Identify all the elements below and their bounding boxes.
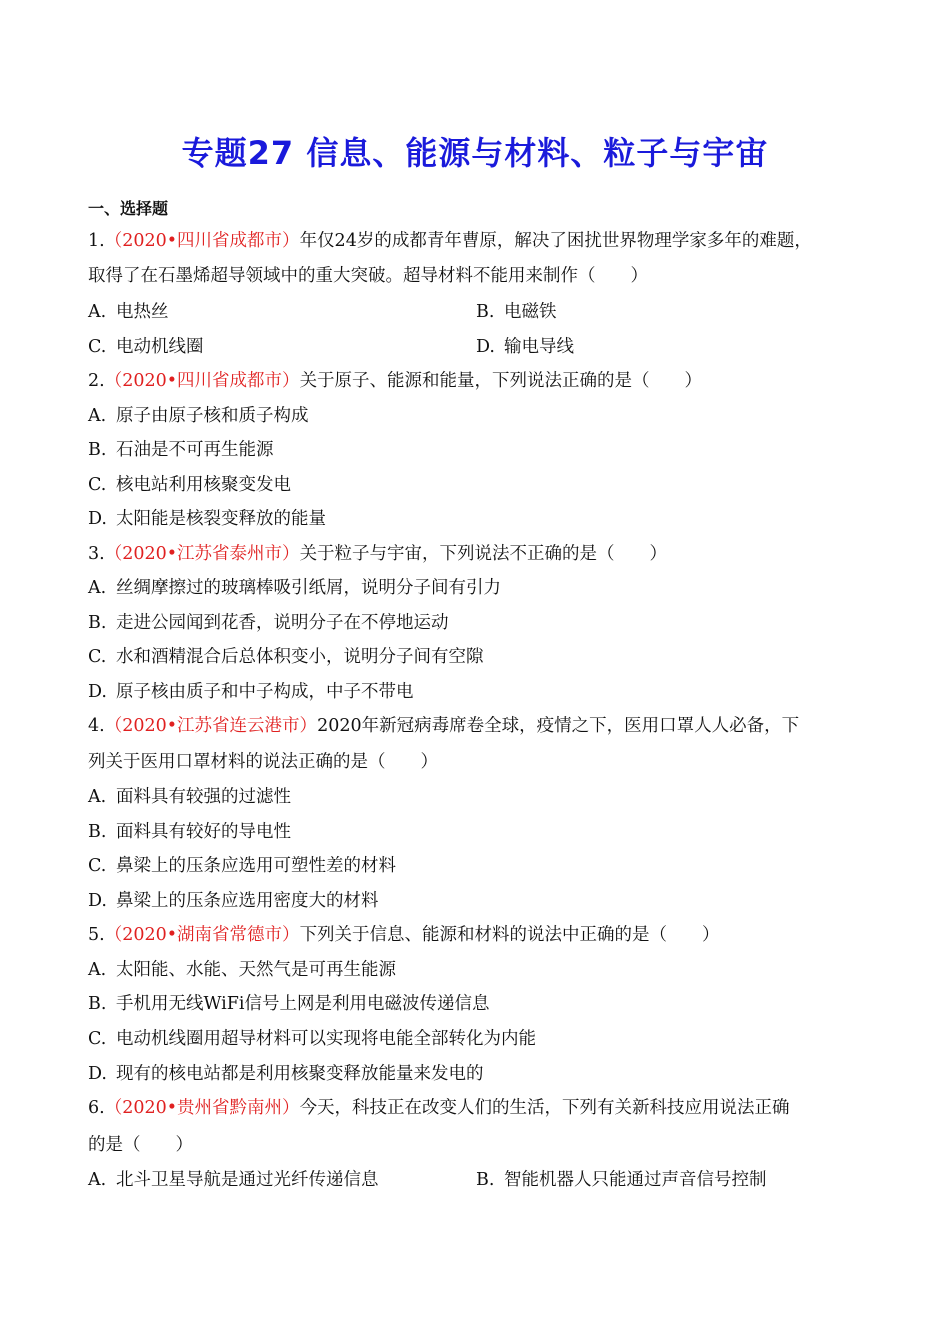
question-4-option-a: [88, 786, 291, 808]
question-2-option-d: [88, 508, 326, 530]
option-text: 面料具有较好的导电性: [116, 822, 291, 842]
question-number: 3.: [88, 544, 105, 564]
question-text: 今天，科技正在改变人们的生活，下列有关新科技应用说法正确: [299, 1098, 790, 1118]
question-3-option-a: [88, 577, 501, 599]
option-text: 核电站利用核聚变发电: [116, 475, 291, 495]
option-letter: C.: [88, 337, 107, 357]
question-1-option-d: [476, 336, 574, 358]
option-text: 输电导线: [504, 337, 574, 357]
option-letter: A.: [88, 787, 107, 807]
question-2-option-a: [88, 405, 309, 427]
option-text: 太阳能、水能、天然气是可再生能源: [116, 960, 396, 980]
option-letter: A.: [88, 302, 107, 322]
question-source: （2020•江苏省连云港市）: [104, 716, 318, 736]
option-letter: B.: [476, 1170, 495, 1190]
question-1-option-c: [88, 336, 204, 358]
question-6-line-1: [88, 1097, 790, 1119]
question-2-line-1: [88, 370, 702, 392]
question-text: 2020年新冠病毒席卷全球，疫情之下，医用口罩人人必备，下: [317, 716, 800, 736]
question-number: 2.: [88, 371, 105, 391]
page-title: 专题27 信息、能源与材料、粒子与宇宙: [181, 134, 769, 172]
option-text: 现有的核电站都是利用核聚变释放能量来发电的: [116, 1064, 484, 1084]
question-3-option-d: [88, 681, 414, 703]
option-text: 原子核由质子和中子构成，中子不带电: [116, 682, 414, 702]
question-4-line-2: 列关于医用口罩材料的说法正确的是（ ）: [88, 752, 438, 772]
question-text: 关于原子、能源和能量，下列说法正确的是（ ）: [299, 371, 703, 391]
question-text: 年仅24岁的成都青年曹原，解决了困扰世界物理学家多年的难题，: [299, 231, 812, 251]
question-text: 下列关于信息、能源和材料的说法中正确的是（ ）: [299, 925, 720, 945]
question-5-option-c: [88, 1028, 536, 1050]
option-letter: A.: [88, 406, 107, 426]
question-number: 4.: [88, 716, 105, 736]
question-6-line-2: 的是（ ）: [88, 1135, 193, 1155]
question-source: （2020•贵州省黔南州）: [104, 1098, 300, 1118]
question-6-option-b: [476, 1169, 767, 1191]
option-letter: B.: [88, 822, 107, 842]
question-3-option-b: [88, 612, 449, 634]
option-text: 电磁铁: [504, 302, 557, 322]
option-text: 智能机器人只能通过声音信号控制: [504, 1170, 767, 1190]
option-letter: B.: [88, 613, 107, 633]
option-letter: B.: [88, 994, 107, 1014]
question-4-option-c: [88, 855, 396, 877]
option-text: 面料具有较强的过滤性: [116, 787, 291, 807]
option-letter: D.: [88, 891, 107, 911]
question-1-option-b: [476, 301, 557, 323]
option-letter: C.: [88, 647, 107, 667]
option-text: 电动机线圈: [116, 337, 204, 357]
option-letter: A.: [88, 960, 107, 980]
question-source: （2020•四川省成都市）: [104, 231, 300, 251]
option-letter: C.: [88, 1029, 107, 1049]
option-text: 手机用无线WiFi信号上网是利用电磁波传递信息: [116, 994, 490, 1014]
option-text: 丝绸摩擦过的玻璃棒吸引纸屑，说明分子间有引力: [116, 578, 501, 598]
question-6-option-a: [88, 1169, 379, 1191]
option-letter: C.: [88, 475, 107, 495]
question-number: 5.: [88, 925, 105, 945]
question-4-option-b: [88, 821, 291, 843]
question-1-line-2: 取得了在石墨烯超导领域中的重大突破。超导材料不能用来制作（ ）: [88, 266, 648, 286]
option-text: 原子由原子核和质子构成: [116, 406, 309, 426]
option-letter: C.: [88, 856, 107, 876]
question-3-option-c: [88, 646, 484, 668]
option-text: 石油是不可再生能源: [116, 440, 274, 460]
option-letter: D.: [476, 337, 495, 357]
option-text: 北斗卫星导航是通过光纤传递信息: [116, 1170, 379, 1190]
option-text: 电热丝: [116, 302, 169, 322]
question-4-option-d: [88, 890, 379, 912]
question-source: （2020•四川省成都市）: [104, 371, 300, 391]
question-5-option-b: [88, 993, 490, 1015]
option-letter: A.: [88, 578, 107, 598]
question-2-option-b: [88, 439, 274, 461]
option-text: 鼻梁上的压条应选用可塑性差的材料: [116, 856, 396, 876]
question-3-line-1: [88, 543, 667, 565]
question-5-option-a: [88, 959, 396, 981]
question-source: （2020•江苏省泰州市）: [104, 544, 300, 564]
question-source: （2020•湖南省常德市）: [104, 925, 300, 945]
option-letter: B.: [476, 302, 495, 322]
option-letter: D.: [88, 509, 107, 529]
question-4-line-1: [88, 715, 799, 737]
option-text: 水和酒精混合后总体积变小，说明分子间有空隙: [116, 647, 484, 667]
question-5-option-d: [88, 1063, 484, 1085]
option-text: 太阳能是核裂变释放的能量: [116, 509, 326, 529]
option-text: 走进公园闻到花香，说明分子在不停地运动: [116, 613, 449, 633]
option-letter: A.: [88, 1170, 107, 1190]
section-heading: 一、选择题: [88, 199, 169, 218]
question-1-line-1: [88, 230, 812, 252]
question-1-option-a: [88, 301, 169, 323]
question-2-option-c: [88, 474, 291, 496]
question-text: 关于粒子与宇宙，下列说法不正确的是（ ）: [299, 544, 668, 564]
option-letter: D.: [88, 682, 107, 702]
question-number: 1.: [88, 231, 105, 251]
option-letter: B.: [88, 440, 107, 460]
option-letter: D.: [88, 1064, 107, 1084]
option-text: 电动机线圈用超导材料可以实现将电能全部转化为内能: [116, 1029, 536, 1049]
option-text: 鼻梁上的压条应选用密度大的材料: [116, 891, 379, 911]
question-5-line-1: [88, 924, 720, 946]
question-number: 6.: [88, 1098, 105, 1118]
